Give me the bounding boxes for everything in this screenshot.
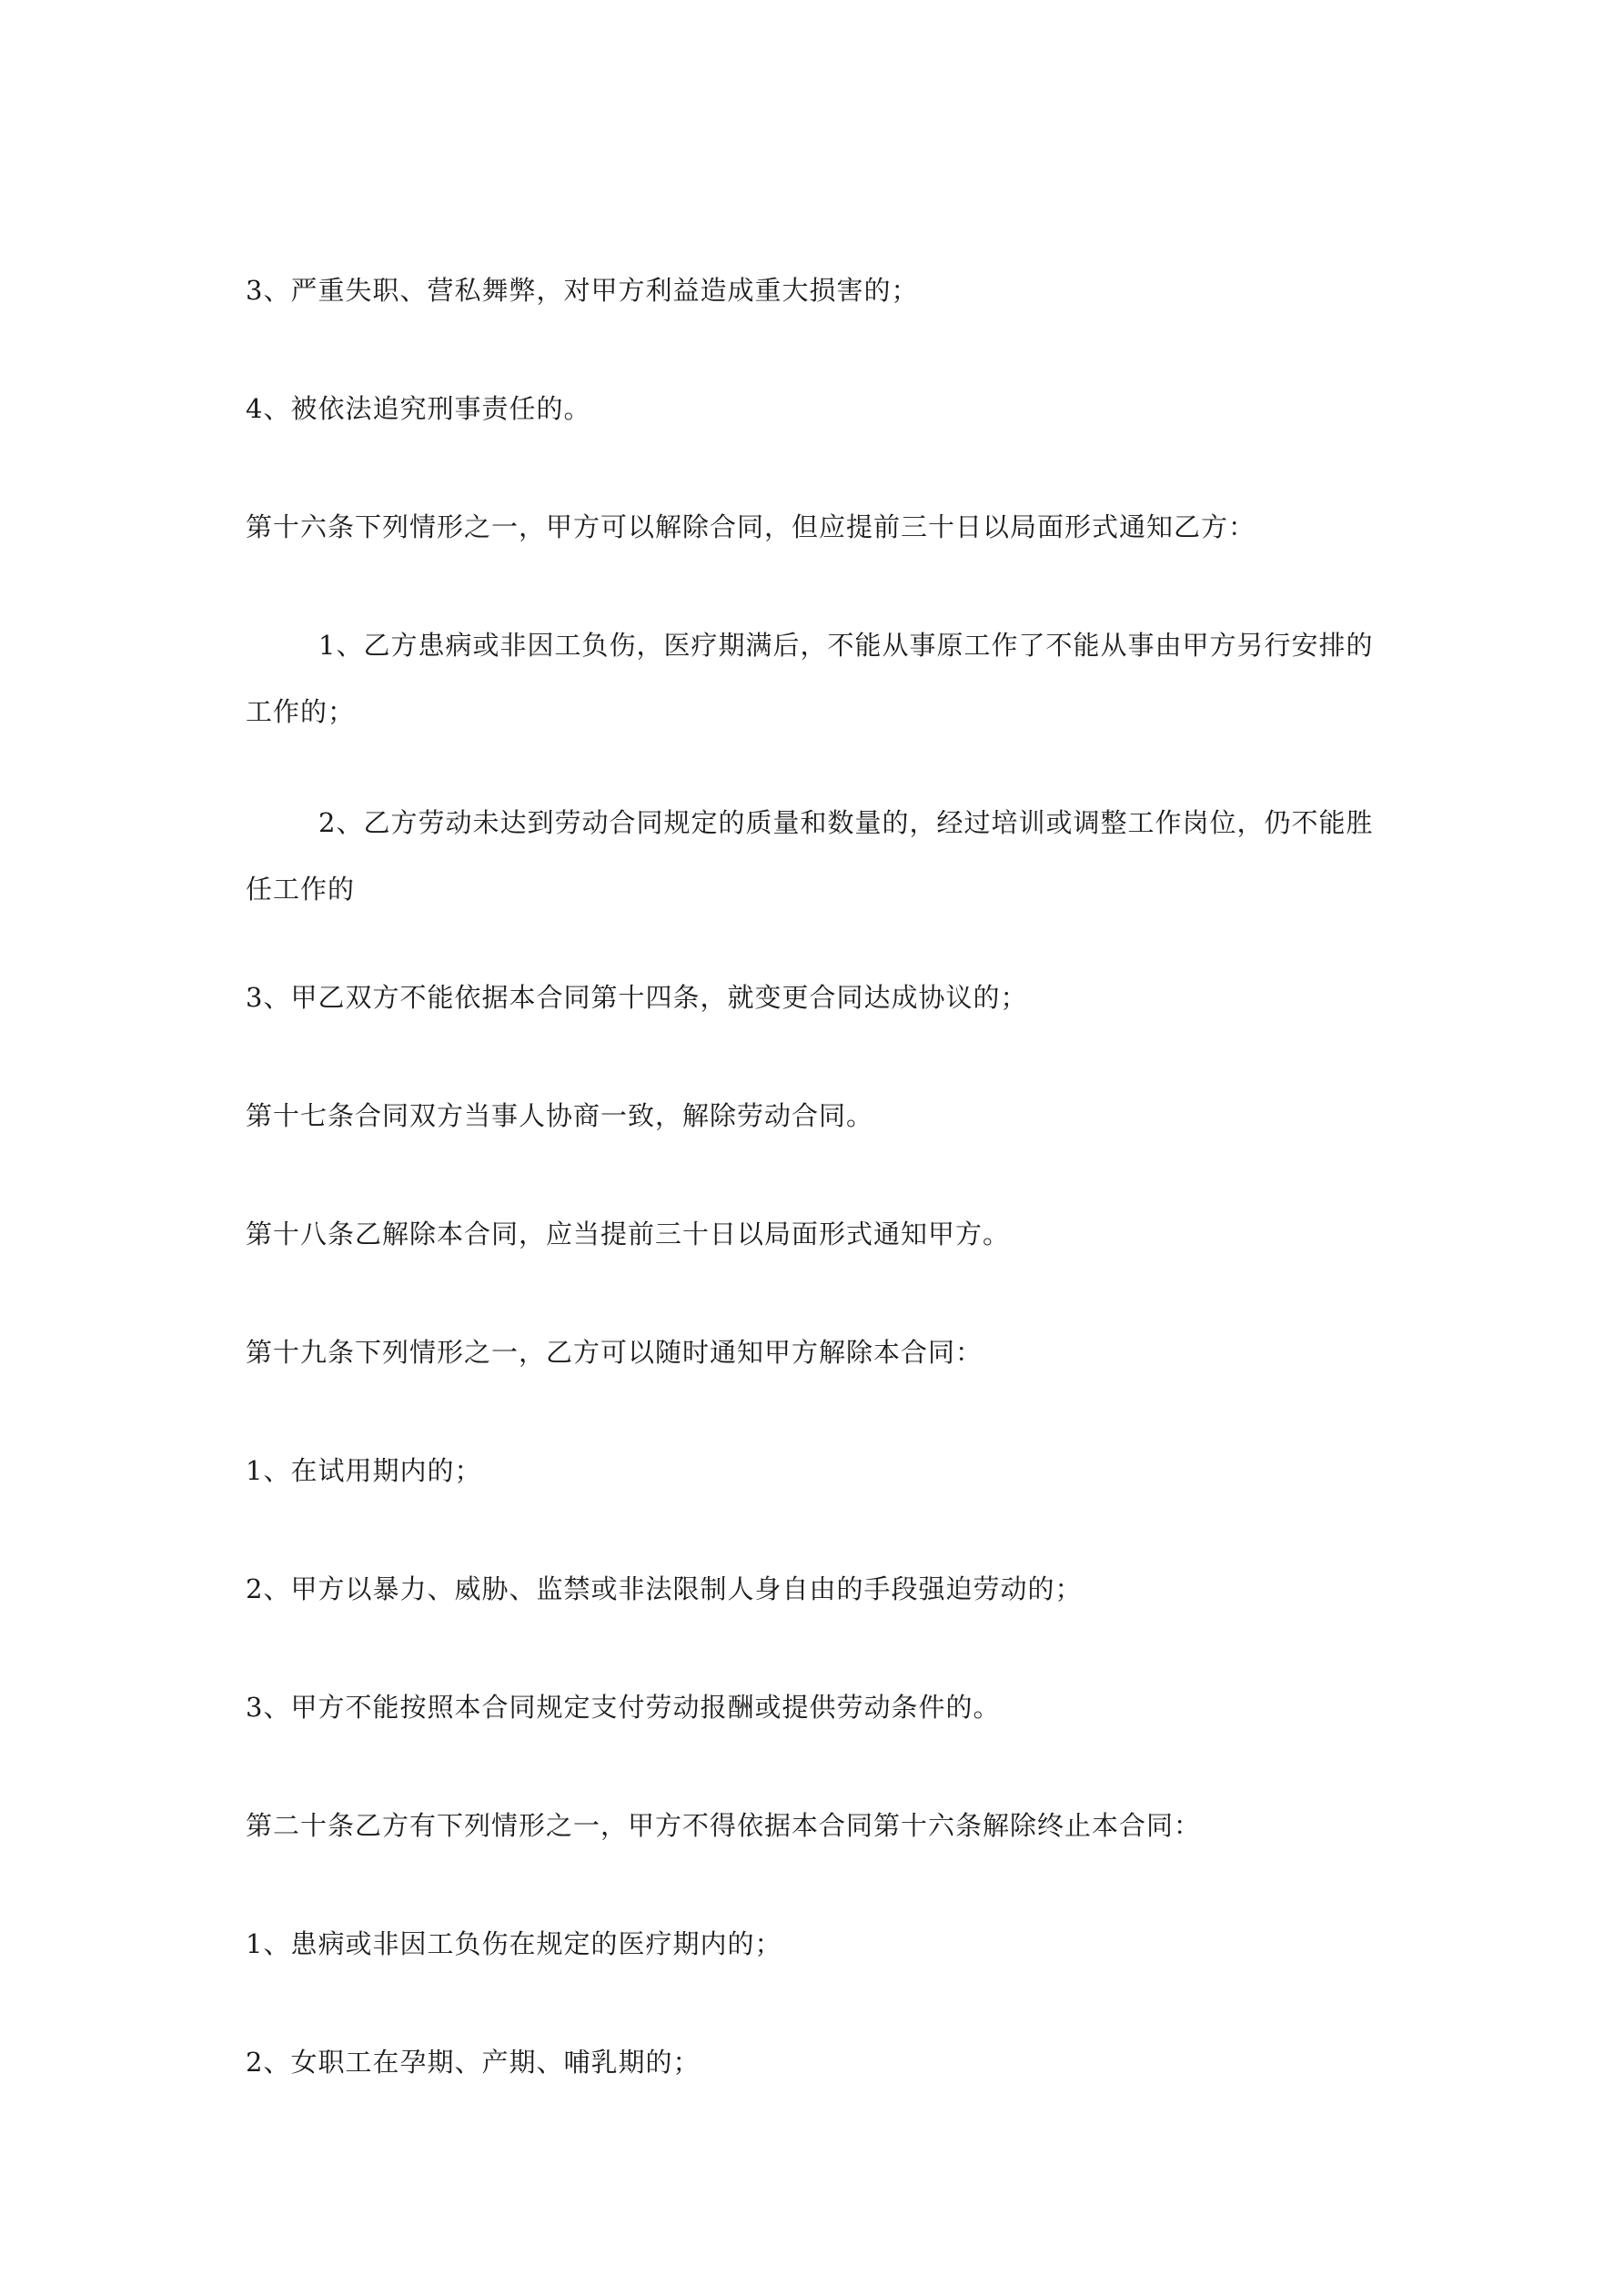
paragraph-article-19-item-2: 2、甲方以暴力、威胁、监禁或非法限制人身自由的手段强迫劳动的； bbox=[246, 1573, 1083, 1604]
paragraph-article-19-item-1: 1、在试用期内的； bbox=[246, 1455, 482, 1486]
paragraph-article-20: 第二十条乙方有下列情形之一，甲方不得依据本合同第十六条解除终止本合同： bbox=[246, 1810, 1202, 1841]
paragraph-article-17: 第十七条合同双方当事人协商一致，解除劳动合同。 bbox=[246, 1100, 874, 1131]
paragraph-article-16-item-3: 3、甲乙双方不能依据本合同第十四条，就变更合同达成协议的； bbox=[246, 982, 1028, 1013]
paragraph-article-18: 第十八条乙解除本合同，应当提前三十日以局面形式通知甲方。 bbox=[246, 1219, 1011, 1249]
paragraph-clause-3-misconduct: 3、严重失职、营私舞弊，对甲方利益造成重大损害的； bbox=[246, 275, 919, 306]
paragraph-article-16: 第十六条下列情形之一，甲方可以解除合同，但应提前三十日以局面形式通知乙方： bbox=[246, 511, 1256, 542]
paragraph-clause-4-criminal: 4、被依法追究刑事责任的。 bbox=[246, 393, 591, 424]
paragraph-article-20-item-1: 1、患病或非因工负伤在规定的医疗期内的； bbox=[246, 1928, 782, 1959]
paragraph-article-20-item-2: 2、女职工在孕期、产期、哺乳期的； bbox=[246, 2047, 701, 2078]
paragraph-article-16-item-2: 2、乙方劳动未达到劳动合同规定的质量和数量的，经过培训或调整工作岗位，仍不能胜任工作的 bbox=[246, 807, 1374, 905]
paragraph-article-19: 第十九条下列情形之一，乙方可以随时通知甲方解除本合同： bbox=[246, 1337, 983, 1368]
paragraph-article-19-item-3: 3、甲方不能按照本合同规定支付劳动报酬或提供劳动条件的。 bbox=[246, 1692, 1001, 1723]
paragraph-article-16-item-1: 1、乙方患病或非因工负伤，医疗期满后，不能从事原工作了不能从事由甲方另行安排的工作的； bbox=[246, 630, 1374, 727]
